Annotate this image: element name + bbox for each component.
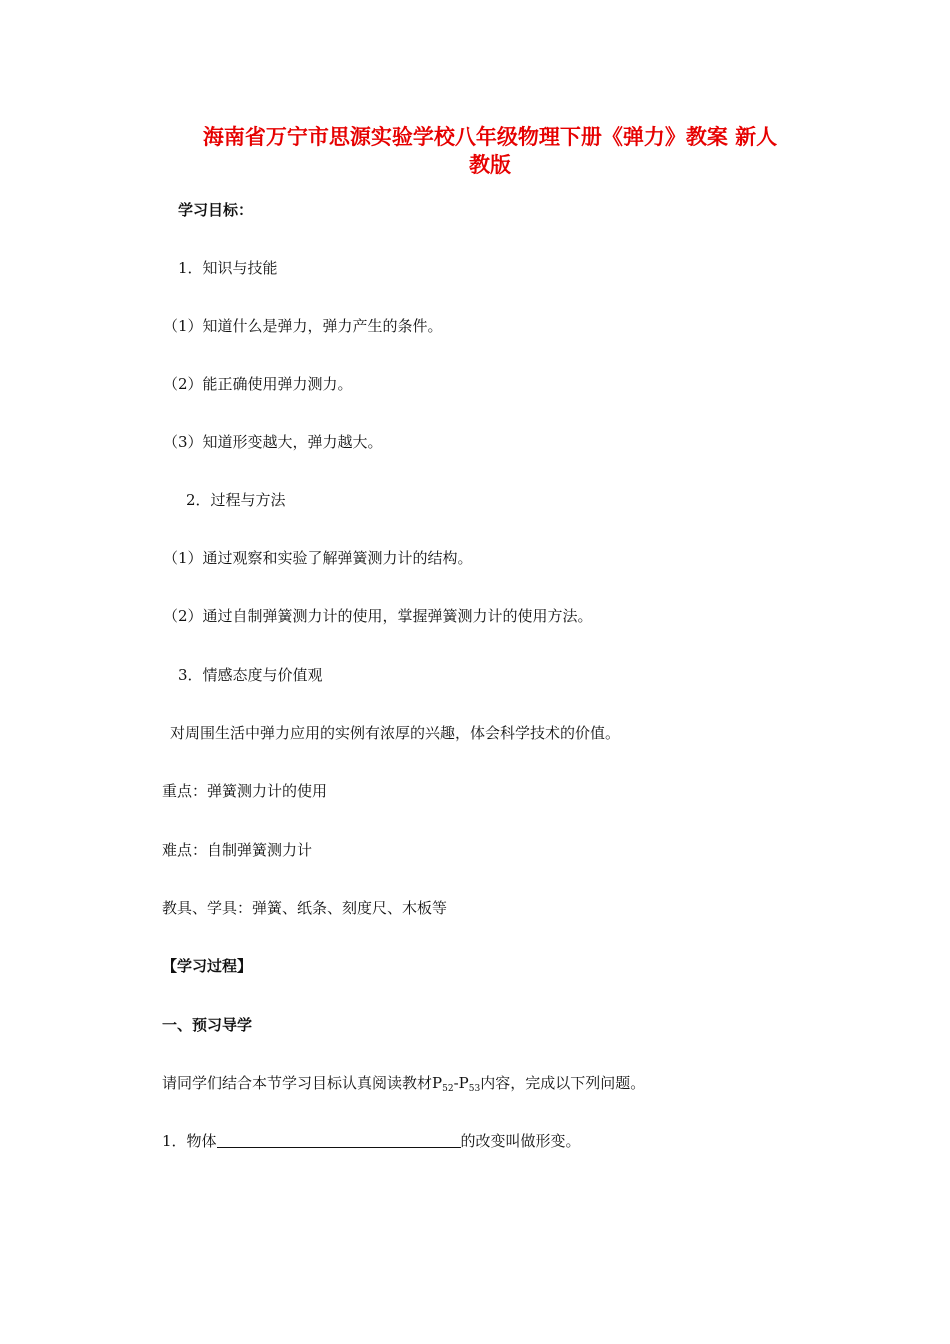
question-1-suffix: 的改变叫做形变。 <box>460 1132 581 1150</box>
section-process-method: 2．过程与方法 <box>186 491 286 509</box>
preview-intro <box>162 1073 645 1099</box>
question-1-prefix: 1．物体 <box>162 1132 217 1150</box>
process-item-2: （2）通过自制弹簧测力计的使用，掌握弹簧测力计的使用方法。 <box>163 607 593 625</box>
section-knowledge-skills: 1．知识与技能 <box>178 259 278 277</box>
teaching-tools: 教具、学具：弹簧、纸条、刻度尺、木板等 <box>162 899 448 917</box>
preview-heading: 一、预习导学 <box>162 1016 253 1034</box>
knowledge-item-3: （3）知道形变越大，弹力越大。 <box>163 433 383 451</box>
preview-intro-end: 内容，完成以下列问题。 <box>480 1074 646 1092</box>
question-1 <box>162 1131 581 1151</box>
preview-intro-text: 请同学们结合本节学习目标认真阅读教材 <box>162 1074 433 1092</box>
process-heading: 【学习过程】 <box>162 957 253 975</box>
page-ref-end-number: 53 <box>468 1084 481 1094</box>
attitude-text: 对周围生活中弹力应用的实例有浓厚的兴趣，体会科学技术的价值。 <box>170 724 621 742</box>
fill-in-blank[interactable] <box>217 1133 461 1148</box>
knowledge-item-1: （1）知道什么是弹力，弹力产生的条件。 <box>163 317 443 335</box>
objectives-heading: 学习目标： <box>178 201 254 219</box>
page-ref-dash: - <box>453 1074 459 1092</box>
knowledge-item-2: （2）能正确使用弹力测力。 <box>163 375 353 393</box>
page-ref-start-number: 52 <box>442 1084 454 1094</box>
key-point: 重点：弹簧测力计的使用 <box>162 782 328 800</box>
process-item-1: （1）通过观察和实验了解弹簧测力计的结构。 <box>163 549 473 567</box>
page-ref-end: P <box>458 1074 469 1092</box>
difficulty-point: 难点：自制弹簧测力计 <box>162 841 313 859</box>
page-ref-start: P <box>432 1074 443 1092</box>
section-attitude-values: 3．情感态度与价值观 <box>178 666 323 684</box>
document-title-line-2: 教版 <box>469 153 511 177</box>
document-title-line-1: 海南省万宁市思源实验学校八年级物理下册《弹力》教案 新人 <box>202 125 778 149</box>
